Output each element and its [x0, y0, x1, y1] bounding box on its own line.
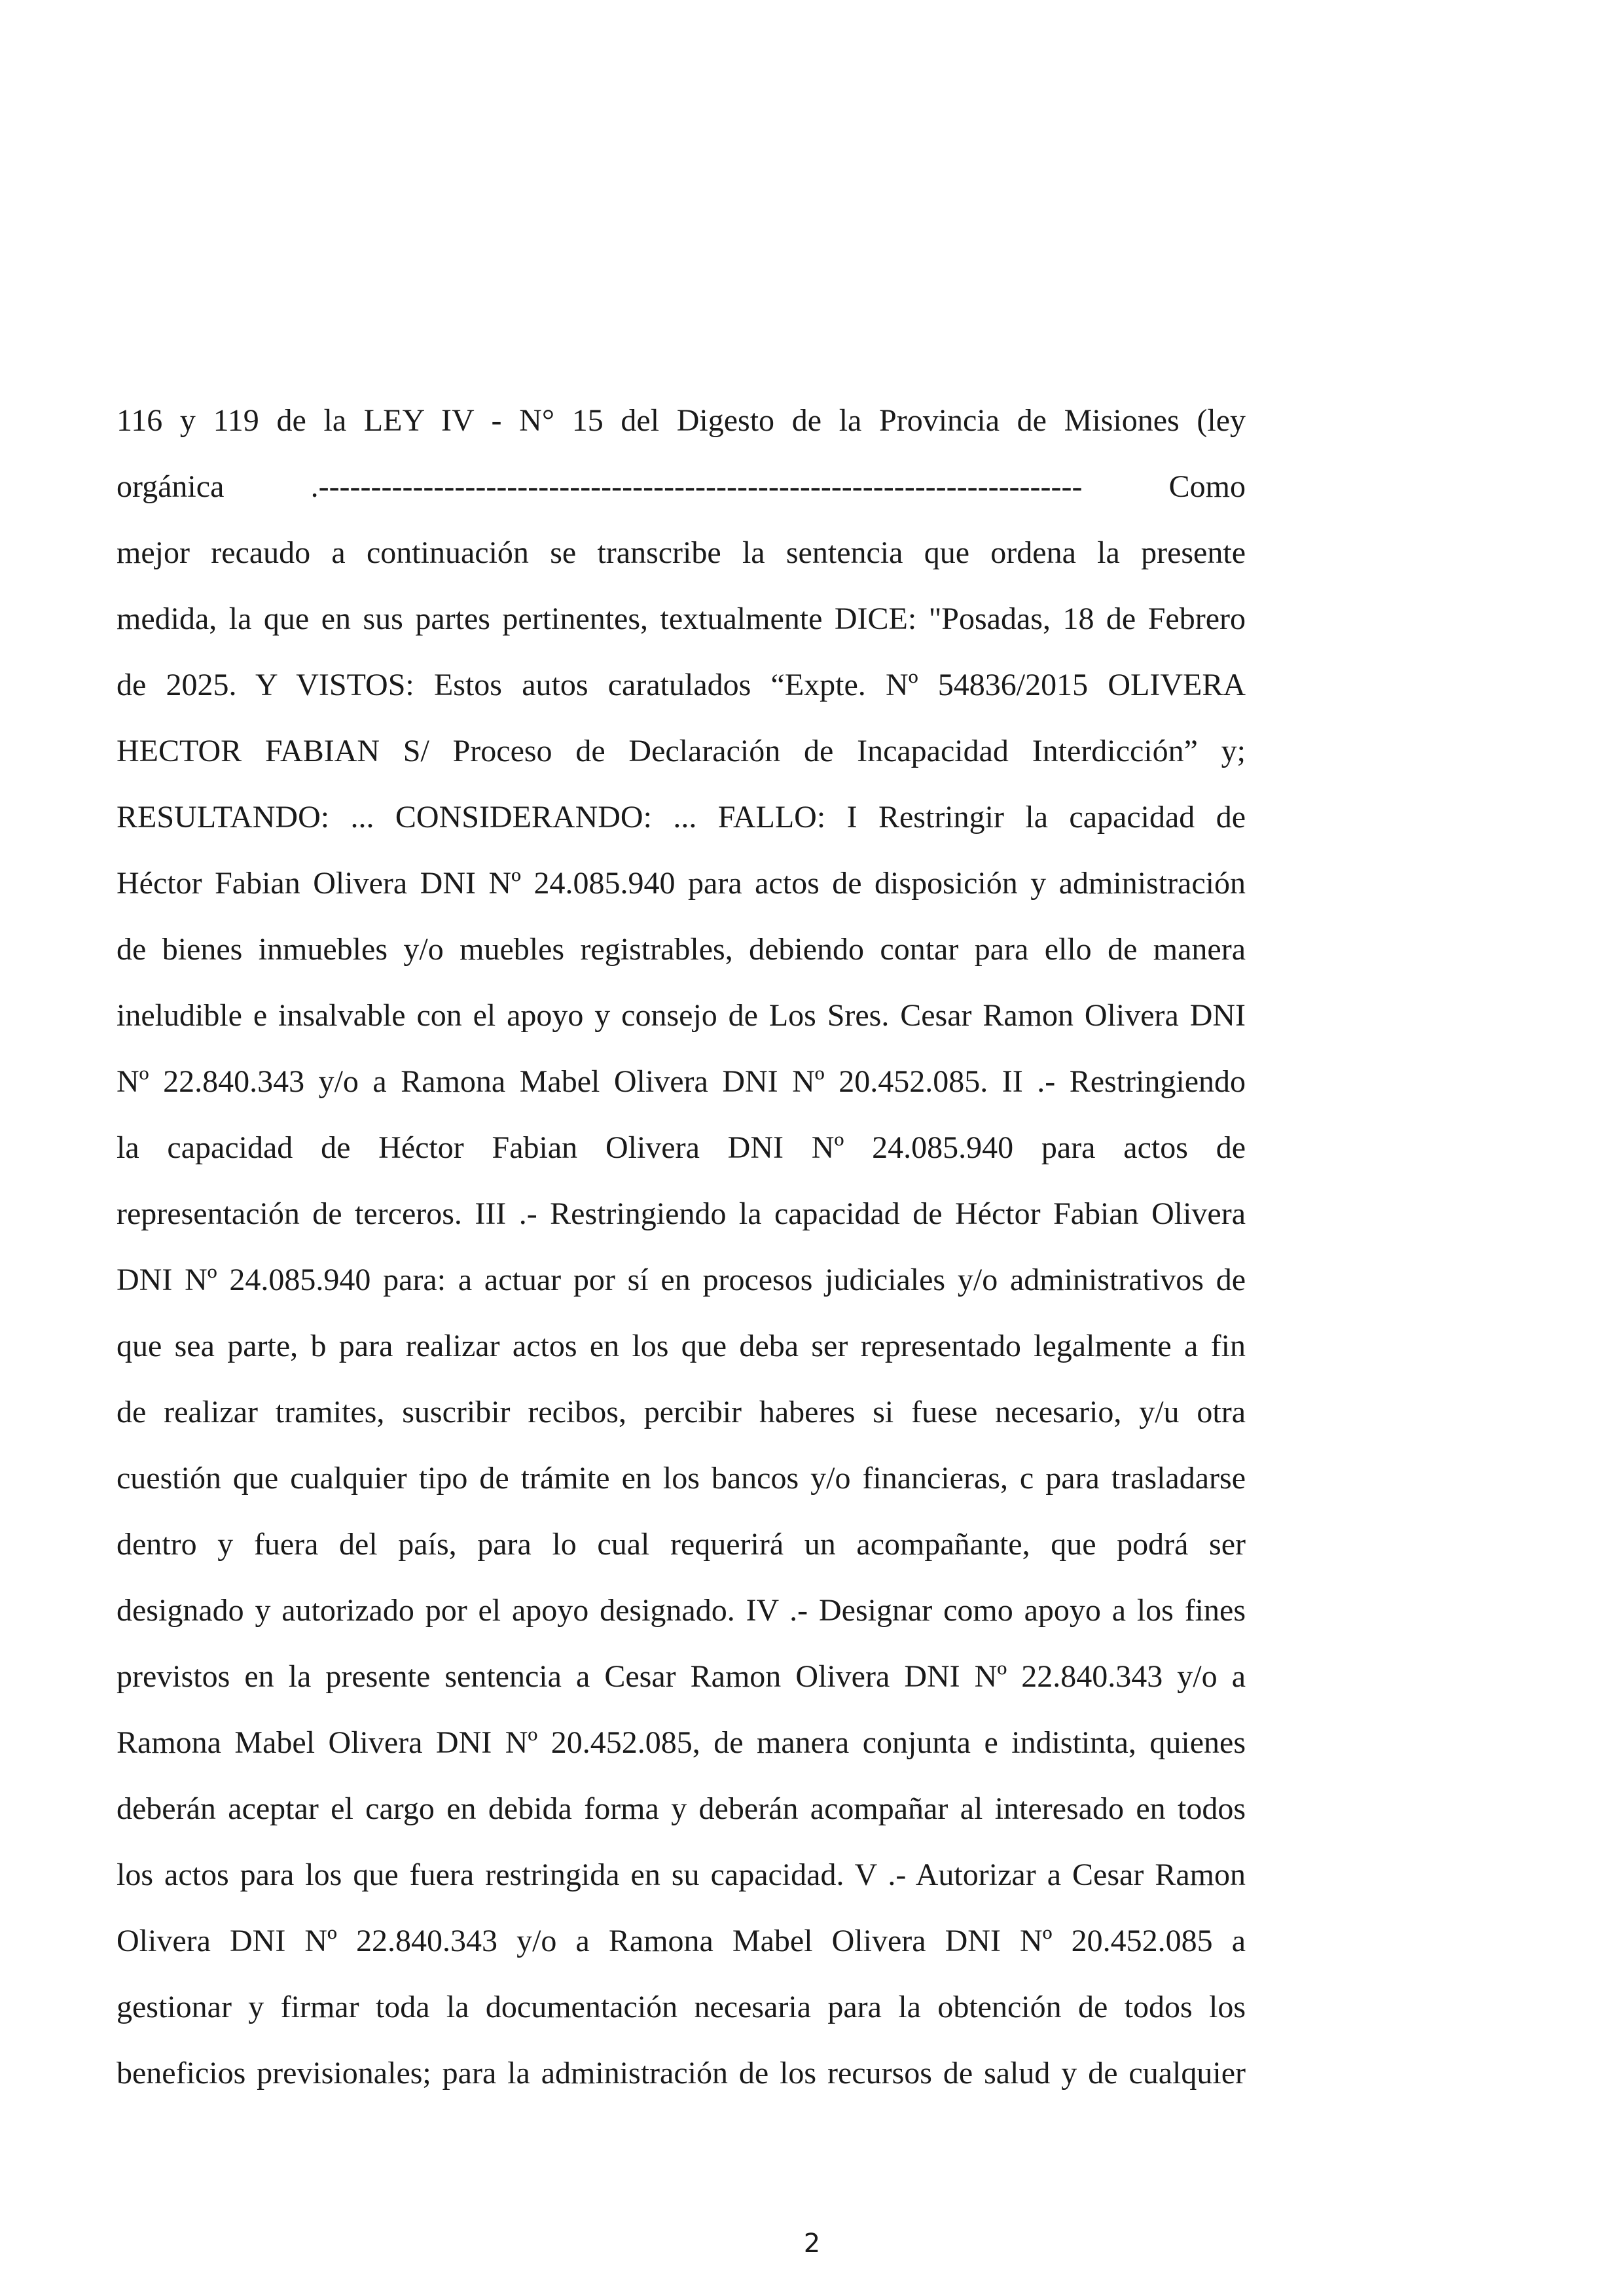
page-number: 2	[803, 2229, 821, 2259]
text-line: Héctor Fabian Olivera DNI Nº 24.085.940 para actos de disposición y administración	[117, 866, 1246, 901]
text-line: mejor recaudo a continuación se transcribe la sentencia que ordena la presente	[117, 535, 1246, 570]
text-line: gestionar y firmar toda la documentación necesaria para la obtención de todos los	[117, 1990, 1246, 2024]
text-line: HECTOR FABIAN S/ Proceso de Declaración de Incapacidad Interdicción” y;	[117, 734, 1246, 768]
text-line: la capacidad de Héctor Fabian Olivera DNI Nº 24.085.940 para actos de	[117, 1130, 1246, 1165]
text-line: los actos para los que fuera restringida en su capacidad. V .- Autorizar a Cesar Ramon	[117, 1857, 1246, 1892]
text-line: orgánica .------------------------------------------------------------------------- Como	[117, 469, 1246, 504]
text-line: DNI Nº 24.085.940 para: a actuar por sí en procesos judiciales y/o administrativos de	[117, 1263, 1246, 1297]
text-line: RESULTANDO: ... CONSIDERANDO: ... FALLO: I Restringir la capacidad de	[117, 800, 1246, 834]
text-line: Olivera DNI Nº 22.840.343 y/o a Ramona Mabel Olivera DNI Nº 20.452.085 a	[117, 1924, 1246, 1958]
text-line: de bienes inmuebles y/o muebles registrables, debiendo contar para ello de manera	[117, 932, 1246, 967]
text-line: 116 y 119 de la LEY IV - N° 15 del Digesto de la Provincia de Misiones (ley	[117, 403, 1246, 438]
text-line: dentro y fuera del país, para lo cual requerirá un acompañante, que podrá ser	[117, 1527, 1246, 1562]
text-line: ineludible e insalvable con el apoyo y consejo de Los Sres. Cesar Ramon Olivera DNI	[117, 998, 1246, 1033]
text-line: medida, la que en sus partes pertinentes, textualmente DICE: "Posadas, 18 de Febrero	[117, 601, 1246, 636]
body-text	[117, 398, 1246, 2117]
text-line: previstos en la presente sentencia a Cesar Ramon Olivera DNI Nº 22.840.343 y/o a	[117, 1659, 1246, 1694]
text-line: representación de terceros. III .- Restringiendo la capacidad de Héctor Fabian Olivera	[117, 1196, 1246, 1231]
text-line: que sea parte, b para realizar actos en los que deba ser representado legalmente a fin	[117, 1329, 1246, 1363]
text-line: de realizar tramites, suscribir recibos, percibir haberes si fuese necesario, y/u otra	[117, 1395, 1246, 1429]
text-line: deberán aceptar el cargo en debida forma y deberán acompañar al interesado en todos	[117, 1791, 1246, 1826]
text-line: cuestión que cualquier tipo de trámite en los bancos y/o financieras, c para trasladarse	[117, 1461, 1246, 1496]
text-line: Ramona Mabel Olivera DNI Nº 20.452.085, de manera conjunta e indistinta, quienes	[117, 1725, 1246, 1760]
text-line: beneficios previsionales; para la administración de los recursos de salud y de cualquier	[117, 2056, 1246, 2090]
text-line: Nº 22.840.343 y/o a Ramona Mabel Olivera DNI Nº 20.452.085. II .- Restringiendo	[117, 1064, 1246, 1099]
text-line: designado y autorizado por el apoyo designado. IV .- Designar como apoyo a los fines	[117, 1593, 1246, 1628]
text-line: de 2025. Y VISTOS: Estos autos caratulados “Expte. Nº 54836/2015 OLIVERA	[117, 668, 1246, 702]
